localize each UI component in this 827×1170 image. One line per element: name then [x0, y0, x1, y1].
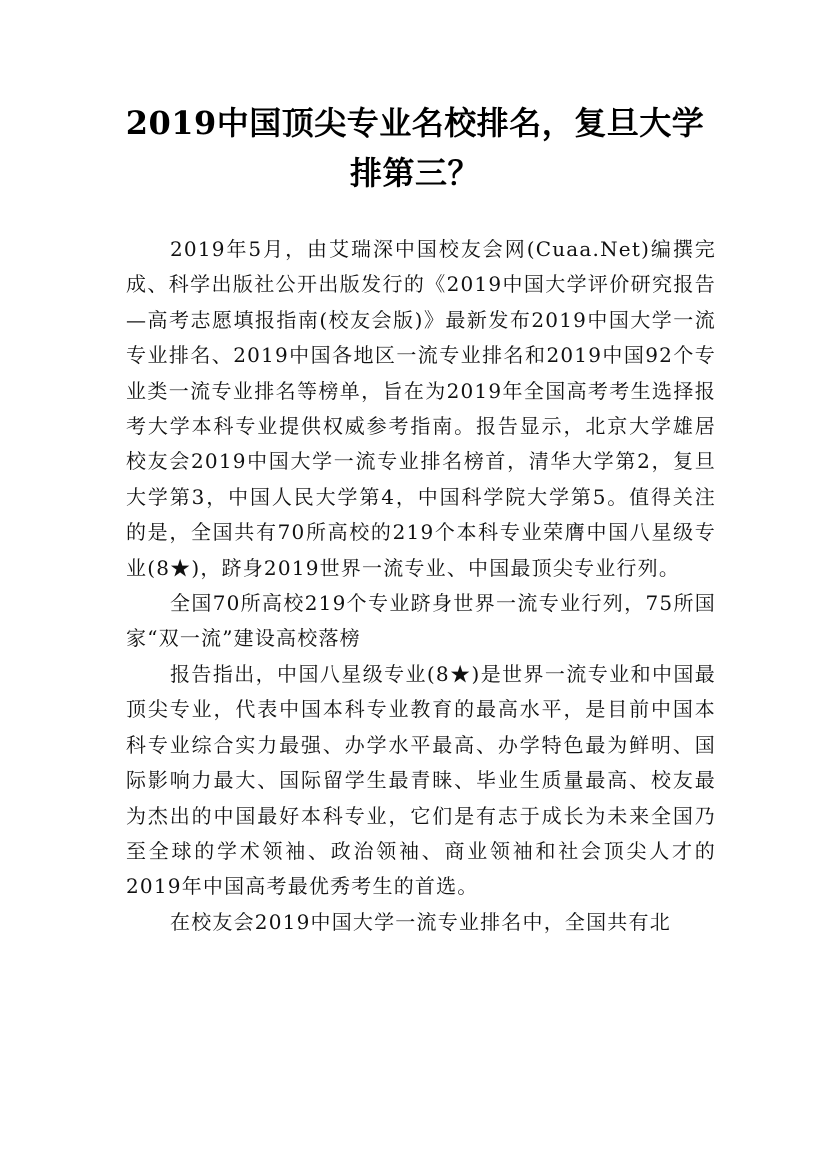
- paragraph-intro: 2019年5月，由艾瑞深中国校友会网(Cuaa.Net)编撰完成、科学出版社公开出版发行的《2019中国大学评价研究报告—高考志愿填报指南(校友会版)》最新发布2019中国大学一流专业排名、2019中国各地区一流专业排名和2019中国92个专业类一流专业排名等榜单，旨在为2019年全国高考考生选择报考大学本科专业提供权威参考指南。报告显示，北京大学雄居校友会2019中国大学一流专业排名榜首，清华大学第2，复旦大学第3，中国人民大学第4，中国科学院大学第5。值得关注的是，全国共有70所高校的219个本科专业荣膺中国八星级专业(8★)，跻身2019世界一流专业、中国最顶尖专业行列。: [126, 237, 716, 580]
- document-title: 2019中国顶尖专业名校排名，复旦大学排第三？: [125, 104, 705, 192]
- document-body: [126, 232, 716, 940]
- paragraph-ranking: 在校友会2019中国大学一流专业排名中，全国共有北: [170, 909, 671, 934]
- paragraph-report: 报告指出，中国八星级专业(8★)是世界一流专业和中国最顶尖专业，代表中国本科专业教育的最高水平，是目前中国本科专业综合实力最强、办学水平最高、办学特色最为鲜明、国际影响力最大、国际留学生最青睐、毕业生质量最高、校友最为杰出的中国最好本科专业，它们是有志于成长为未来全国乃至全球的学术领袖、政治领袖、商业领袖和社会顶尖人才的2019年中国高考最优秀考生的首选。: [126, 661, 716, 899]
- paragraph-subheading: 全国70所高校219个专业跻身世界一流专业行列，75所国家“双一流”建设高校落榜: [126, 591, 716, 651]
